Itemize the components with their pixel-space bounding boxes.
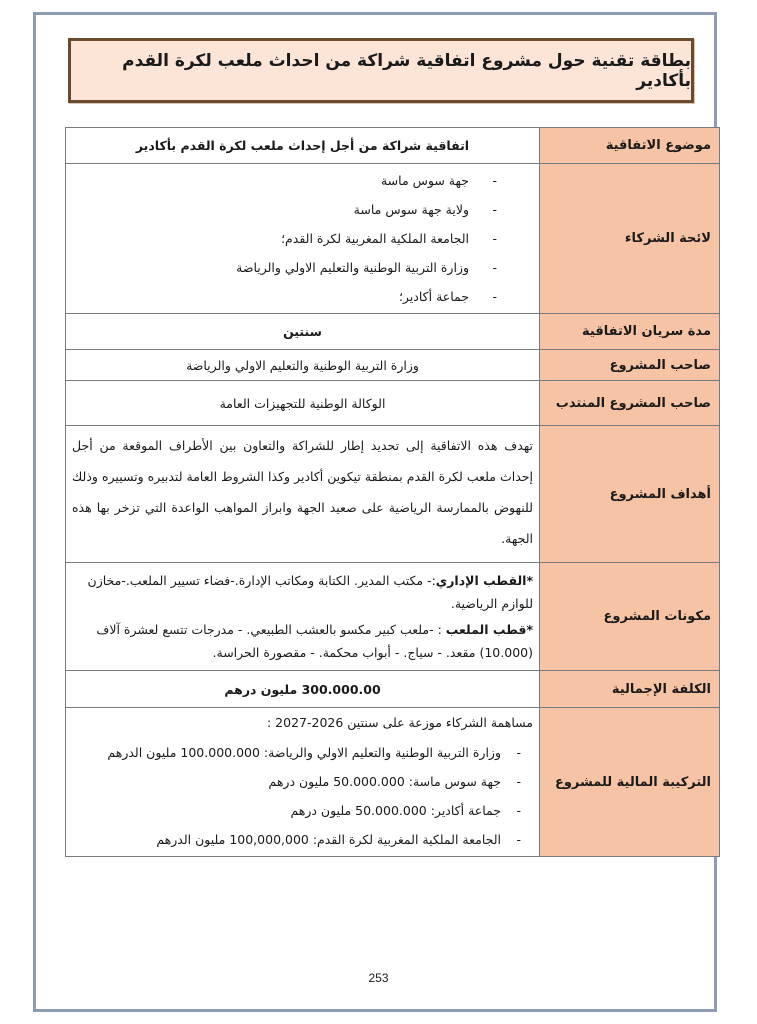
component-admin-text: :- مكتب المدير. الكتابة ومكاتب الإدارة.-فضاء تسيير الملعب.-مخازن للوازم الرياضية. <box>87 573 533 611</box>
partners-list <box>72 164 533 313</box>
financing-list <box>72 736 533 856</box>
label-objectives: أهداف المشروع <box>540 426 720 563</box>
table-row-objectives <box>66 426 720 563</box>
table-row-partners <box>66 164 720 314</box>
table-row-cost <box>66 671 720 708</box>
component-stadium-title: *قطب الملعب <box>445 622 533 637</box>
component-stadium <box>72 618 533 670</box>
title-box <box>68 38 694 103</box>
list-item: - الجامعة الملكية المغربية لكرة القدم: 100,000,000 مليون الدرهم <box>72 825 533 854</box>
list-item: - ولاية جهة سوس ماسة <box>72 195 533 224</box>
list-item: - جهة سوس ماسة <box>72 166 533 195</box>
component-stadium-text: : -ملعب كبير مكسو بالعشب الطبيعي. - مدرجات تتسع لعشرة آلاف (10.000) مقعد. - سياج. - أبواب محكمة. - مقصورة الحراسة. <box>96 622 533 660</box>
value-partners <box>66 164 540 314</box>
table-row-components <box>66 563 720 671</box>
list-item: - الجامعة الملكية المغربية لكرة القدم؛ <box>72 224 533 253</box>
label-cost: الكلفة الإجمالية <box>540 671 720 708</box>
label-owner: صاحب المشروع <box>540 350 720 381</box>
list-item: - جماعة أكادير: 50.000.000 مليون درهم <box>72 796 533 825</box>
list-item: - وزارة التربية الوطنية والتعليم الاولي والرياضة <box>72 253 533 282</box>
label-components: مكونات المشروع <box>540 563 720 671</box>
component-admin-title: *القطب الإداري <box>435 573 533 588</box>
table-row-owner <box>66 350 720 381</box>
list-item: - وزارة التربية الوطنية والتعليم الاولي والرياضة: 100.000.000 مليون الدرهم <box>72 738 533 767</box>
page-number: 253 <box>368 971 389 985</box>
page-title: بطاقة تقنية حول مشروع اتفاقية شراكة من احداث ملعب لكرة القدم بأكادير <box>122 50 691 91</box>
component-admin <box>72 563 533 618</box>
list-item: - جماعة أكادير؛ <box>72 282 533 311</box>
label-subject: موضوع الاتفاقية <box>540 128 720 164</box>
value-cost: 300.000.00 مليون درهم <box>66 671 540 708</box>
list-item: - جهة سوس ماسة: 50.000.000 مليون درهم <box>72 767 533 796</box>
value-components <box>66 563 540 671</box>
label-partners: لائحة الشركاء <box>540 164 720 314</box>
label-duration: مدة سريان الاتفاقية <box>540 314 720 350</box>
value-objectives <box>66 426 540 563</box>
value-subject: اتفاقية شراكة من أجل إحداث ملعب لكرة القدم بأكادير <box>66 128 540 164</box>
value-financing <box>66 708 540 857</box>
value-owner: وزارة التربية الوطنية والتعليم الاولي والرياضة <box>66 350 540 381</box>
table-row-financing <box>66 708 720 857</box>
value-delegate: الوكالة الوطنية للتجهيزات العامة <box>66 381 540 426</box>
label-financing: التركيبة المالية للمشروع <box>540 708 720 857</box>
financing-intro: مساهمة الشركاء موزعة على سنتين 2026-2027 : <box>266 715 533 730</box>
table-row-duration <box>66 314 720 350</box>
label-delegate: صاحب المشروع المنتدب <box>540 381 720 426</box>
technical-card-table <box>65 127 720 857</box>
table-row-subject <box>66 128 720 164</box>
value-duration: سنتين <box>66 314 540 350</box>
table-row-delegate <box>66 381 720 426</box>
objectives-text: تهدف هذه الاتفاقية إلى تحديد إطار للشراكة والتعاون بين الأطراف الموقعة من أجل إحداث ملعب لكرة القدم بمنطقة تيكوين أكادير وكذا الشروط العامة لتدبيره وتسييره وذلك للنهوض بالممارسة الرياضية على صعيد الجهة وابراز المواهب الواعدة التي تزخر بها هذه الجهة. <box>72 438 533 546</box>
